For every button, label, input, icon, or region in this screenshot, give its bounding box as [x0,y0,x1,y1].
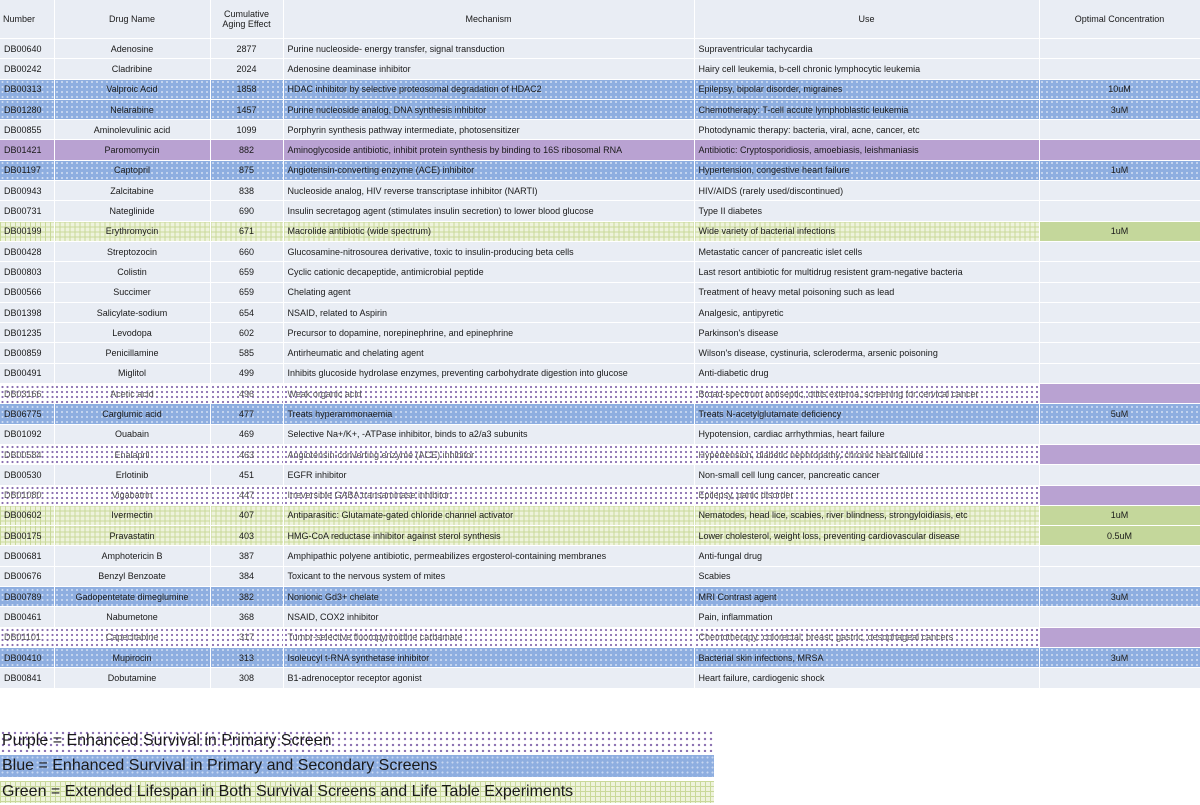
cell-mechanism: Purine nucleoside analog, DNA synthesis inhibitor [283,99,694,119]
cell-mechanism: Antiparasitic: Glutamate-gated chloride channel activator [283,505,694,525]
table-row [0,79,1200,99]
cell-aging-effect: 838 [210,181,283,201]
legend-purple: Purple = Enhanced Survival in Primary Screen [0,730,714,752]
cell-aging-effect: 463 [210,444,283,464]
cell-use: Epilepsy, panic disorder [694,485,1039,505]
table-row [0,302,1200,322]
cell-number: DB03166 [0,384,54,404]
cell-drug-name: Salicylate-sodium [54,302,210,322]
cell-mechanism: Antirheumatic and chelating agent [283,343,694,363]
cell-drug-name: Levodopa [54,323,210,343]
cell-drug-name: Vigabatrin [54,485,210,505]
cell-number: DB01101 [0,627,54,647]
cell-mechanism: HDAC inhibitor by selective proteosomal degradation of HDAC2 [283,79,694,99]
cell-number: DB00855 [0,120,54,140]
cell-drug-name: Ivermectin [54,505,210,525]
cell-aging-effect: 1858 [210,79,283,99]
cell-optimal-concentration [1039,120,1200,140]
cell-optimal-concentration [1039,384,1200,404]
cell-use: Pain, inflammation [694,607,1039,627]
cell-mechanism: Weak organic acid [283,384,694,404]
cell-drug-name: Nelarabine [54,99,210,119]
cell-mechanism: NSAID, related to Aspirin [283,302,694,322]
cell-number: DB00676 [0,566,54,586]
cell-number: DB00461 [0,607,54,627]
cell-mechanism: Purine nucleoside- energy transfer, signal transduction [283,39,694,59]
cell-use: MRI Contrast agent [694,587,1039,607]
cell-optimal-concentration [1039,607,1200,627]
cell-aging-effect: 382 [210,587,283,607]
header-mechanism: Mechanism [283,0,694,39]
cell-mechanism: Nucleoside analog, HIV reverse transcriptase inhibitor (NARTI) [283,181,694,201]
table-row [0,627,1200,647]
cell-use: Scabies [694,566,1039,586]
cell-optimal-concentration [1039,241,1200,261]
cell-drug-name: Streptozocin [54,241,210,261]
cell-use: Epilepsy, bipolar disorder, migraines [694,79,1039,99]
cell-use: Hypotension, cardiac arrhythmias, heart failure [694,424,1039,444]
cell-optimal-concentration [1039,363,1200,383]
cell-use: Wilson's disease, cystinuria, scleroderma, arsenic poisoning [694,343,1039,363]
cell-aging-effect: 317 [210,627,283,647]
cell-number: DB01280 [0,99,54,119]
cell-use: Nematodes, head lice, scabies, river blindness, strongyloidiasis, etc [694,505,1039,525]
cell-optimal-concentration [1039,465,1200,485]
cell-mechanism: Selective Na+/K+, -ATPase inhibitor, binds to a2/a3 subunits [283,424,694,444]
table-row [0,39,1200,59]
cell-number: DB01421 [0,140,54,160]
cell-aging-effect: 447 [210,485,283,505]
table-row [0,99,1200,119]
cell-use: Hypertension, diabetic nephropathy, chronic heart failure [694,444,1039,464]
cell-number: DB00199 [0,221,54,241]
cell-mechanism: Adenosine deaminase inhibitor [283,59,694,79]
table-row [0,241,1200,261]
cell-aging-effect: 477 [210,404,283,424]
cell-aging-effect: 308 [210,668,283,688]
cell-use: Hairy cell leukemia, b-cell chronic lymphocytic leukemia [694,59,1039,79]
table-row [0,465,1200,485]
table-row [0,343,1200,363]
cell-number: DB00841 [0,668,54,688]
cell-aging-effect: 2877 [210,39,283,59]
cell-optimal-concentration [1039,566,1200,586]
cell-aging-effect: 690 [210,201,283,221]
cell-aging-effect: 1457 [210,99,283,119]
cell-optimal-concentration [1039,302,1200,322]
cell-number: DB00731 [0,201,54,221]
cell-number: DB00410 [0,647,54,667]
cell-aging-effect: 875 [210,160,283,180]
cell-optimal-concentration [1039,444,1200,464]
cell-number: DB00584 [0,444,54,464]
cell-aging-effect: 659 [210,262,283,282]
cell-number: DB00313 [0,79,54,99]
header-cumulative-aging-effect: Cumulative Aging Effect [210,0,283,39]
cell-drug-name: Enalapril [54,444,210,464]
cell-mechanism: Toxicant to the nervous system of mites [283,566,694,586]
cell-number: DB00530 [0,465,54,485]
table-row [0,59,1200,79]
cell-drug-name: Acetic acid [54,384,210,404]
cell-aging-effect: 496 [210,384,283,404]
cell-optimal-concentration [1039,424,1200,444]
table-body [0,39,1200,689]
cell-number: DB01092 [0,424,54,444]
cell-aging-effect: 469 [210,424,283,444]
cell-optimal-concentration [1039,323,1200,343]
cell-number: DB01398 [0,302,54,322]
cell-use: Photodynamic therapy: bacteria, viral, acne, cancer, etc [694,120,1039,140]
table-row [0,485,1200,505]
cell-aging-effect: 407 [210,505,283,525]
cell-optimal-concentration: 5uM [1039,404,1200,424]
legend-green: Green = Extended Lifespan in Both Survival Screens and Life Table Experiments [0,781,714,803]
cell-aging-effect: 499 [210,363,283,383]
cell-mechanism: Precursor to dopamine, norepinephrine, and epinephrine [283,323,694,343]
cell-use: Antibiotic: Cryptosporidiosis, amoebiasis, leishmaniasis [694,140,1039,160]
cell-drug-name: Benzyl Benzoate [54,566,210,586]
cell-number: DB00428 [0,241,54,261]
cell-optimal-concentration: 3uM [1039,647,1200,667]
cell-drug-name: Succimer [54,282,210,302]
cell-optimal-concentration [1039,668,1200,688]
cell-aging-effect: 654 [210,302,283,322]
cell-mechanism: B1-adrenoceptor receptor agonist [283,668,694,688]
cell-drug-name: Gadopentetate dimeglumine [54,587,210,607]
cell-use: Wide variety of bacterial infections [694,221,1039,241]
cell-number: DB00943 [0,181,54,201]
cell-optimal-concentration: 1uM [1039,221,1200,241]
cell-mechanism: HMG-CoA reductase inhibitor against sterol synthesis [283,526,694,546]
cell-mechanism: Glucosamine-nitrosourea derivative, toxic to insulin-producing beta cells [283,241,694,261]
cell-use: Parkinson's disease [694,323,1039,343]
cell-optimal-concentration [1039,485,1200,505]
cell-use: Last resort antibiotic for multidrug resistent gram-negative bacteria [694,262,1039,282]
cell-mechanism: Amphipathic polyene antibiotic, permeabilizes ergosterol-containing membranes [283,546,694,566]
cell-optimal-concentration [1039,201,1200,221]
cell-drug-name: Colistin [54,262,210,282]
cell-drug-name: Capecitabine [54,627,210,647]
cell-mechanism: Angiotensin-converting enzyme (ACE) inhibitor [283,444,694,464]
header-drug-name: Drug Name [54,0,210,39]
cell-drug-name: Nateglinide [54,201,210,221]
cell-aging-effect: 602 [210,323,283,343]
cell-number: DB00566 [0,282,54,302]
cell-optimal-concentration [1039,343,1200,363]
table-row [0,526,1200,546]
cell-optimal-concentration [1039,262,1200,282]
cell-use: Treats N-acetylglutamate deficiency [694,404,1039,424]
cell-aging-effect: 368 [210,607,283,627]
cell-use: Type II diabetes [694,201,1039,221]
cell-use: Bacterial skin infections, MRSA [694,647,1039,667]
cell-number: DB01235 [0,323,54,343]
table-row [0,282,1200,302]
table-row [0,566,1200,586]
table-header [0,0,1200,39]
cell-mechanism: Porphyrin synthesis pathway intermediate, photosensitizer [283,120,694,140]
header-number: Number [0,0,54,39]
cell-number: DB01197 [0,160,54,180]
cell-use: Anti-diabetic drug [694,363,1039,383]
cell-drug-name: Pravastatin [54,526,210,546]
cell-optimal-concentration [1039,140,1200,160]
cell-optimal-concentration: 0.5uM [1039,526,1200,546]
cell-number: DB01080 [0,485,54,505]
table-row [0,160,1200,180]
cell-number: DB00242 [0,59,54,79]
cell-drug-name: Adenosine [54,39,210,59]
table-row [0,587,1200,607]
cell-mechanism: EGFR inhibitor [283,465,694,485]
cell-use: Non-small cell lung cancer, pancreatic cancer [694,465,1039,485]
table-row [0,505,1200,525]
cell-optimal-concentration: 3uM [1039,99,1200,119]
table-row [0,262,1200,282]
cell-use: Broad-spectrum antiseptic, otitis externa, screening for cervical cancer [694,384,1039,404]
cell-mechanism: Cyclic cationic decapeptide, antimicrobial peptide [283,262,694,282]
cell-drug-name: Miglitol [54,363,210,383]
table-row [0,120,1200,140]
cell-aging-effect: 2024 [210,59,283,79]
cell-number: DB00175 [0,526,54,546]
cell-mechanism: Tumor-selective fluoropyrimidine carbamate [283,627,694,647]
cell-optimal-concentration [1039,39,1200,59]
cell-drug-name: Captopril [54,160,210,180]
cell-use: Chemotherapy: colorectal, breast, gastric, oesophageal cancers [694,627,1039,647]
cell-mechanism: Aminoglycoside antibiotic, inhibit protein synthesis by binding to 16S ribosomal RNA [283,140,694,160]
cell-aging-effect: 313 [210,647,283,667]
table-row [0,323,1200,343]
cell-mechanism: NSAID, COX2 inhibitor [283,607,694,627]
cell-drug-name: Carglumic acid [54,404,210,424]
cell-mechanism: Irreversible GABA transaminase inhibitor [283,485,694,505]
cell-use: Treatment of heavy metal poisoning such as lead [694,282,1039,302]
table-row [0,363,1200,383]
cell-mechanism: Insulin secretagog agent (stimulates insulin secretion) to lower blood glucose [283,201,694,221]
cell-use: Chemotherapy: T-cell accute lymphoblastic leukemia [694,99,1039,119]
cell-use: Supraventricular tachycardia [694,39,1039,59]
cell-drug-name: Erythromycin [54,221,210,241]
cell-optimal-concentration [1039,59,1200,79]
table-row [0,140,1200,160]
cell-aging-effect: 1099 [210,120,283,140]
cell-optimal-concentration [1039,627,1200,647]
cell-use: Metastatic cancer of pancreatic islet cells [694,241,1039,261]
table-row [0,181,1200,201]
table-row [0,607,1200,627]
legend-blue: Blue = Enhanced Survival in Primary and Secondary Screens [0,755,714,777]
cell-use: Hypertension, congestive heart failure [694,160,1039,180]
cell-drug-name: Valproic Acid [54,79,210,99]
cell-drug-name: Ouabain [54,424,210,444]
cell-use: Anti-fungal drug [694,546,1039,566]
cell-optimal-concentration [1039,546,1200,566]
cell-number: DB06775 [0,404,54,424]
cell-mechanism: Inhibits glucoside hydrolase enzymes, preventing carbohydrate digestion into glucose [283,363,694,383]
cell-aging-effect: 882 [210,140,283,160]
cell-optimal-concentration: 3uM [1039,587,1200,607]
table-row [0,647,1200,667]
cell-drug-name: Aminolevulinic acid [54,120,210,140]
table-row [0,404,1200,424]
cell-mechanism: Angiotensin-converting enzyme (ACE) inhibitor [283,160,694,180]
cell-drug-name: Amphotericin B [54,546,210,566]
table-row [0,424,1200,444]
cell-aging-effect: 403 [210,526,283,546]
header-optimal-concentration: Optimal Concentration [1039,0,1200,39]
cell-number: DB00789 [0,587,54,607]
cell-use: Lower cholesterol, weight loss, preventing cardiovascular disease [694,526,1039,546]
cell-drug-name: Dobutamine [54,668,210,688]
table-row [0,546,1200,566]
cell-optimal-concentration: 1uM [1039,505,1200,525]
cell-drug-name: Cladribine [54,59,210,79]
cell-number: DB00803 [0,262,54,282]
cell-aging-effect: 387 [210,546,283,566]
table-row [0,444,1200,464]
cell-drug-name: Zalcitabine [54,181,210,201]
table-row [0,221,1200,241]
cell-drug-name: Nabumetone [54,607,210,627]
cell-drug-name: Penicillamine [54,343,210,363]
header-use: Use [694,0,1039,39]
cell-use: HIV/AIDS (rarely used/discontinued) [694,181,1039,201]
cell-aging-effect: 671 [210,221,283,241]
cell-mechanism: Macrolide antibiotic (wide spectrum) [283,221,694,241]
cell-optimal-concentration [1039,282,1200,302]
cell-aging-effect: 660 [210,241,283,261]
cell-mechanism: Treats hyperammonaemia [283,404,694,424]
cell-number: DB00859 [0,343,54,363]
cell-aging-effect: 384 [210,566,283,586]
table-row [0,384,1200,404]
cell-drug-name: Paromomycin [54,140,210,160]
cell-mechanism: Chelating agent [283,282,694,302]
table-row [0,668,1200,688]
cell-optimal-concentration: 10uM [1039,79,1200,99]
cell-aging-effect: 451 [210,465,283,485]
cell-mechanism: Nonionic Gd3+ chelate [283,587,694,607]
cell-use: Heart failure, cardiogenic shock [694,668,1039,688]
cell-use: Analgesic, antipyretic [694,302,1039,322]
cell-number: DB00681 [0,546,54,566]
cell-aging-effect: 585 [210,343,283,363]
cell-optimal-concentration: 1uM [1039,160,1200,180]
cell-drug-name: Mupirocin [54,647,210,667]
cell-number: DB00640 [0,39,54,59]
cell-optimal-concentration [1039,181,1200,201]
cell-drug-name: Erlotinib [54,465,210,485]
cell-mechanism: Isoleucyl t-RNA synthetase inhibitor [283,647,694,667]
cell-number: DB00602 [0,505,54,525]
cell-number: DB00491 [0,363,54,383]
cell-aging-effect: 659 [210,282,283,302]
table-row [0,201,1200,221]
